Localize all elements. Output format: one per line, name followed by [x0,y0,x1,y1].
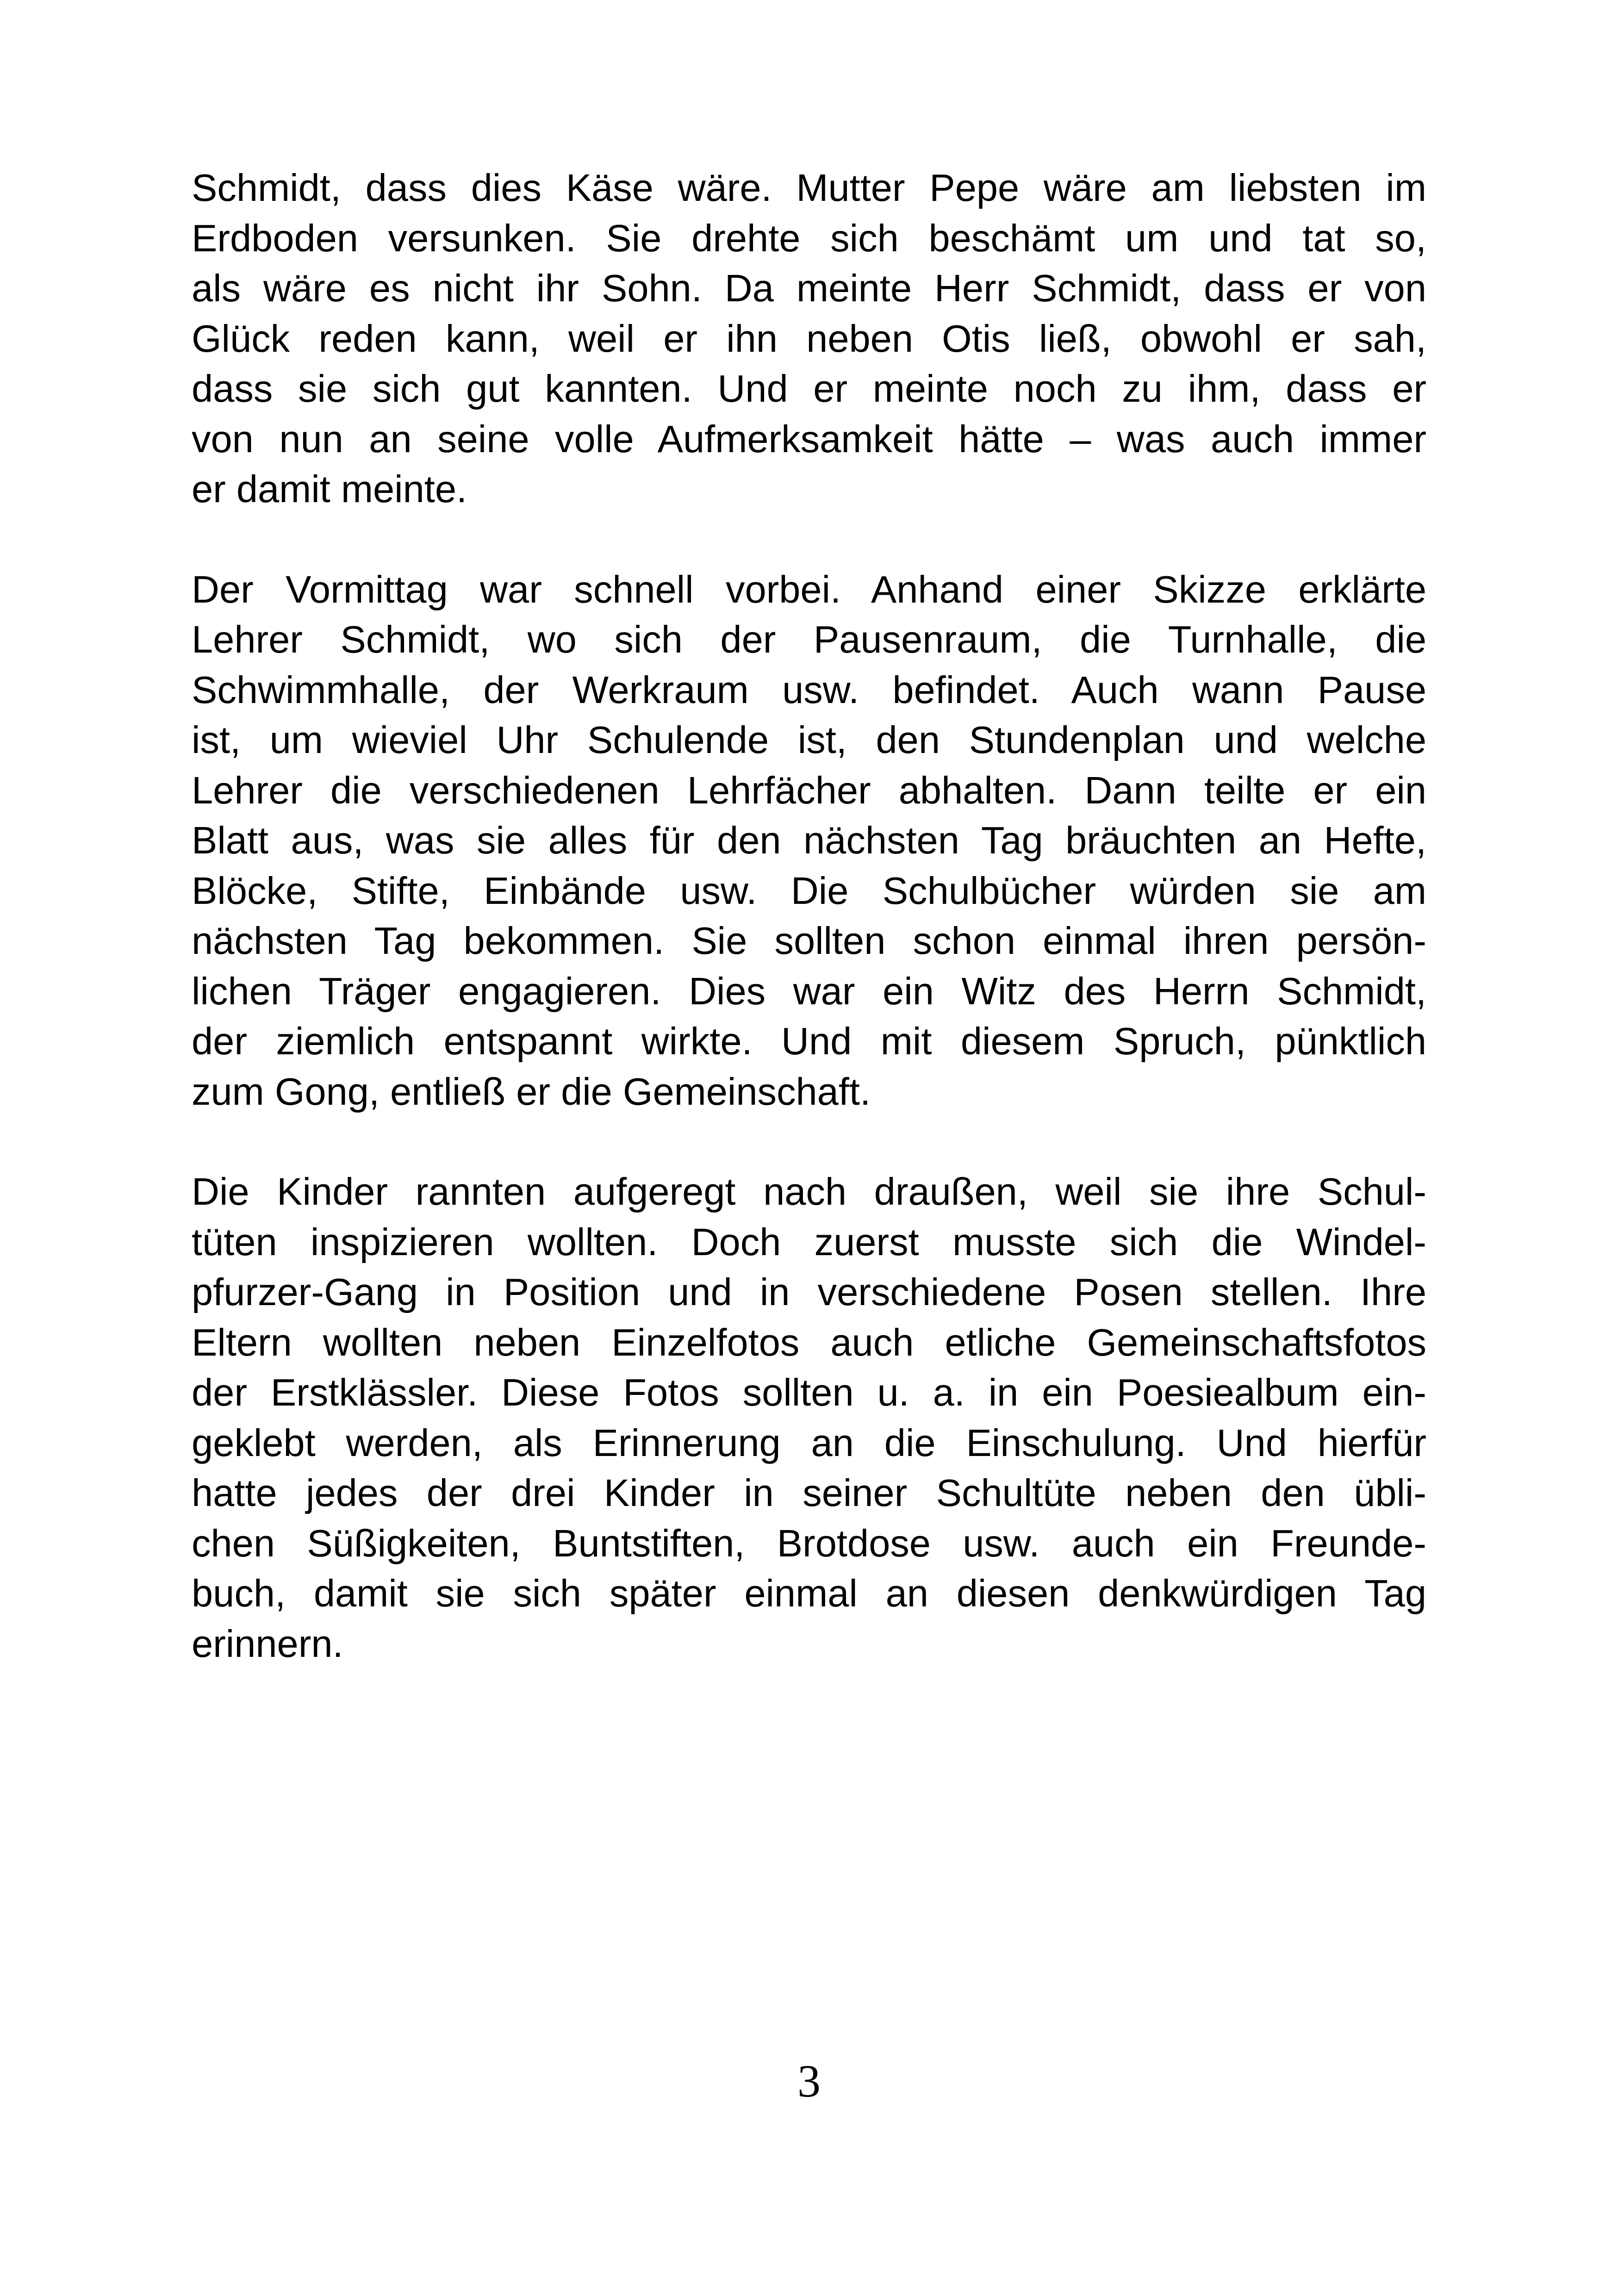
text-line: Schmidt, dass dies Käse wäre. Mutter Pepe wäre am liebsten im [192,166,1426,209]
text-line: hatte jedes der drei Kinder in seiner Schultüte neben den übli- [192,1471,1426,1514]
text-line: Glück reden kann, weil er ihn neben Otis ließ, obwohl er sah, [192,317,1426,360]
text-line: Erdboden versunken. Sie drehte sich beschämt um und tat so, [192,216,1426,260]
text-line: als wäre es nicht ihr Sohn. Da meinte Herr Schmidt, dass er von [192,267,1426,310]
text-line: er damit meinte. [192,467,467,510]
text-line: zum Gong, entließ er die Gemeinschaft. [192,1070,871,1113]
text-line: pfurzer-Gang in Position und in verschiedene Posen stellen. Ihre [192,1270,1426,1313]
text-line: Eltern wollten neben Einzelfotos auch etliche Gemeinschaftsfotos [192,1320,1426,1364]
text-line: der Erstklässler. Diese Fotos sollten u. a. in ein Poesiealbum ein- [192,1371,1426,1414]
paragraph-3 [192,1167,1426,1669]
text-line: Der Vormittag war schnell vorbei. Anhand einer Skizze erklärte [192,567,1426,611]
text-line: lichen Träger engagieren. Dies war ein Witz des Herrn Schmidt, [192,969,1426,1013]
text-line: nächsten Tag bekommen. Sie sollten schon einmal ihren persön- [192,919,1426,962]
text-line: geklebt werden, als Erinnerung an die Einschulung. Und hierfür [192,1421,1426,1464]
paragraph-1 [192,163,1426,515]
text-line: buch, damit sie sich später einmal an diesen denkwürdigen Tag [192,1572,1426,1615]
page-number: 3 [797,2055,821,2107]
text-line: Die Kinder rannten aufgeregt nach draußen, weil sie ihre Schul- [192,1170,1426,1213]
text-line: Blatt aus, was sie alles für den nächsten Tag bräuchten an Hefte, [192,819,1426,862]
text-line: ist, um wieviel Uhr Schulende ist, den Stundenplan und welche [192,718,1426,761]
text-line: erinnern. [192,1622,343,1665]
body-text [192,163,1426,1719]
text-line: tüten inspizieren wollten. Doch zuerst musste sich die Windel- [192,1220,1426,1263]
text-line: chen Süßigkeiten, Buntstiften, Brotdose usw. auch ein Freunde- [192,1521,1426,1565]
text-line: der ziemlich entspannt wirkte. Und mit diesem Spruch, pünktlich [192,1020,1426,1063]
text-line: Lehrer die verschiedenen Lehrfächer abhalten. Dann teilte er ein [192,768,1426,812]
paragraph-2 [192,565,1426,1117]
text-line: Lehrer Schmidt, wo sich der Pausenraum, die Turnhalle, die [192,618,1426,661]
text-line: Schwimmhalle, der Werkraum usw. befindet. Auch wann Pause [192,668,1426,711]
text-line: von nun an seine volle Aufmerksamkeit hätte – was auch immer [192,417,1426,460]
text-line: dass sie sich gut kannten. Und er meinte noch zu ihm, dass er [192,367,1426,410]
text-line: Blöcke, Stifte, Einbände usw. Die Schulbücher würden sie am [192,869,1426,912]
